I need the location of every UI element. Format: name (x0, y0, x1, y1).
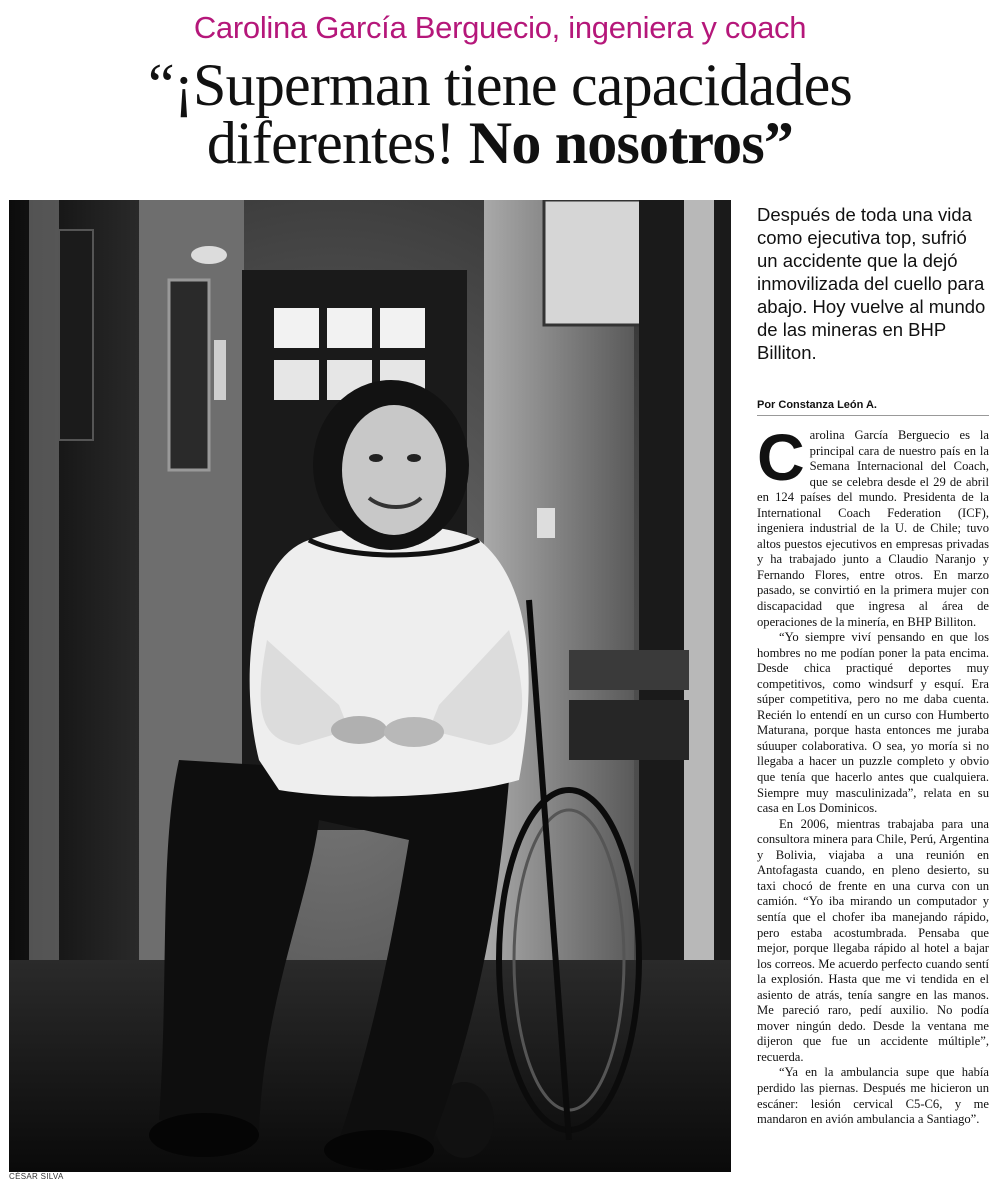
photo-credit: CÉSAR SILVA (9, 1172, 64, 1181)
headline-regular-part: diferentes! (206, 110, 469, 176)
body-paragraph-1-text: arolina García Berguecio es la principal cara de nuestro país en la Semana Internacional del Coach, que se celebra desde el 29 de abril en 124 países del mundo. Presidenta de la International Coach Federation (ICF), ingeniera industrial de la U. de Chile; tuvo altos puestos ejecutivos en empresas privadas y ha trabajado junto a Claudio Naranjo y Fernando Flores, entre otros. En marzo pasado, se convirtió en la primera mujer con discapacidad que ingresa al área de operaciones de la minería, en BHP Billiton. (757, 428, 989, 629)
article-kicker: Carolina García Berguecio, ingeniera y coach (193, 10, 807, 45)
headline-bold-part: No nosotros” (468, 110, 794, 176)
body-paragraph-4: “Ya en la ambulancia supe que había perdido las piernas. Después me hicieron un escáner: lesión cervical C5-C6, y me mandaron en avión ambulancia a Santiago”. (757, 1065, 989, 1127)
body-paragraph-3: En 2006, mientras trabajaba para una consultora minera para Chile, Perú, Argentina y Bolivia, viajaba a una reunión en Antofagasta cuando, en pleno desierto, su taxi chocó de frente en una curva con un camión. “Yo iba mirando un computador y sentía que el chofer iba manejando rápido, pero estaba acostumbrada. Pensaba que mejor, porque llegaba rápido al hotel a bajar los correos. Me acuerdo perfecto cuando sentí la explosión. Hasta que me vi tendida en el asiento de atrás, tenía sangre en las manos. Me pareció raro, pedí auxilio. No podía mover ningún dedo. Desde la ventana me dijeron que fue un accidente múltiple”, recuerda. (757, 816, 989, 1064)
article-headline (0, 52, 1000, 176)
portrait-photo (9, 200, 731, 1172)
portrait-illustration (9, 200, 731, 1172)
headline-line-2 (0, 110, 1000, 176)
drop-cap: C (757, 420, 805, 494)
headline-line-1: “¡Superman tiene capacidades (148, 52, 852, 118)
body-paragraph-2: “Yo siempre viví pensando en que los hombres no me podían poner la pata encima. Desde chica practiqué deportes muy competitivos, como windsurf y esquí. Era súper competitiva, pero no me daba cuenta. Recién lo entendí en un curso con Humberto Maturana, porque hasta entonces me juraba súuuper colaborativa. O sea, yo moría si no llegaba a hacer un puzzle completo y obvio que tenía que hacerlo antes que cualquiera. Siempre muy masculinizada”, relata en su casa en Los Dominicos. (757, 630, 989, 816)
article-byline: Por Constanza León A. (757, 399, 989, 416)
article-deck: Después de toda una vida como ejecutiva top, sufrió un accidente que la dejó inmovilizada del cuello para abajo. Hoy vuelve al mundo de las mineras en BHP Billiton. (757, 204, 986, 363)
body-paragraph-1 (757, 420, 989, 630)
article-body (757, 420, 989, 1128)
